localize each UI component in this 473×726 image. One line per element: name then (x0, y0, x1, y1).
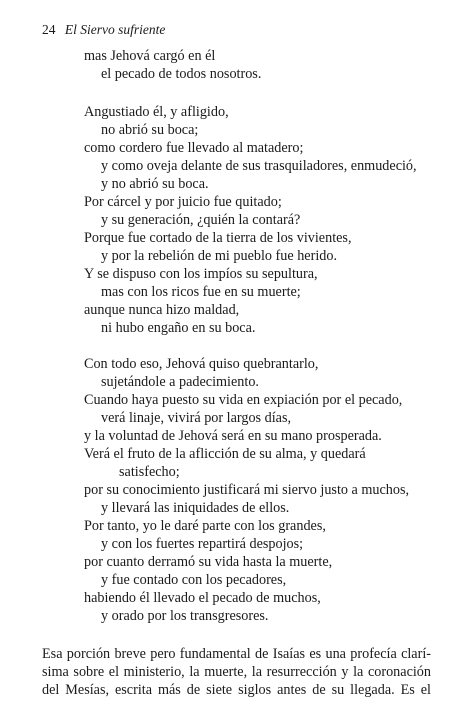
poem-line: y como oveja delante de sus trasquiladores, enmudeció, (101, 158, 417, 174)
poem-line: Porque fue cortado de la tierra de los vivientes, (84, 230, 352, 246)
poem-line: Por cárcel y por juicio fue quitado; (84, 194, 282, 210)
poem-line: Cuando haya puesto su vida en expiación por el pecado, (84, 392, 403, 408)
poem-line: mas con los ricos fue en su muerte; (101, 284, 301, 300)
poem-line: y fue contado con los pecadores, (101, 572, 287, 588)
poem-line: y con los fuertes repartirá despojos; (101, 536, 304, 552)
prose-line: del Mesías, escrita más de siete siglos antes de su llegada. Es el (42, 682, 431, 698)
poem-line: y por la rebelión de mi pueblo fue herido. (101, 248, 337, 264)
poem-line: habiendo él llevado el pecado de muchos, (84, 590, 321, 606)
poem-line: como cordero fue llevado al matadero; (84, 140, 304, 156)
running-header (42, 22, 165, 38)
poem-line: mas Jehová cargó en él (84, 48, 216, 64)
poem-line: verá linaje, vivirá por largos días, (101, 410, 292, 426)
poem-line: Verá el fruto de la aflicción de su alma, y quedará (84, 446, 366, 462)
poem-line: ni hubo engaño en su boca. (101, 320, 256, 336)
poem-line: y orado por los transgresores. (101, 608, 269, 624)
poem-line: Y se dispuso con los impíos su sepultura, (84, 266, 318, 282)
poem-line: Con todo eso, Jehová quiso quebrantarlo, (84, 356, 319, 372)
poem-line: aunque nunca hizo maldad, (84, 302, 240, 318)
prose-line: Esa porción breve pero fundamental de Isaías es una profecía clarí- (42, 646, 431, 662)
poem-line: por su conocimiento justificará mi siervo justo a muchos, (84, 482, 410, 498)
poem-line: el pecado de todos nosotros. (101, 66, 262, 82)
page-number: 24 (42, 22, 56, 37)
poem-line: no abrió su boca; (101, 122, 199, 138)
poem-line: Angustiado él, y afligido, (84, 104, 229, 120)
prose-line: sima sobre el ministerio, la muerte, la resurrección y la coronación (42, 664, 431, 680)
poem-line: sujetándole a padecimiento. (101, 374, 259, 390)
poem-line: Por tanto, yo le daré parte con los grandes, (84, 518, 326, 534)
poem-line: y no abrió su boca. (101, 176, 209, 192)
running-title: El Siervo sufriente (64, 22, 166, 37)
poem-line: y llevará las iniquidades de ellos. (101, 500, 290, 516)
poem-line: satisfecho; (119, 464, 180, 480)
poem-line: por cuanto derramó su vida hasta la muerte, (84, 554, 333, 570)
poem-line: y su generación, ¿quién la contará? (101, 212, 301, 228)
poem-line: y la voluntad de Jehová será en su mano prosperada. (84, 428, 382, 444)
